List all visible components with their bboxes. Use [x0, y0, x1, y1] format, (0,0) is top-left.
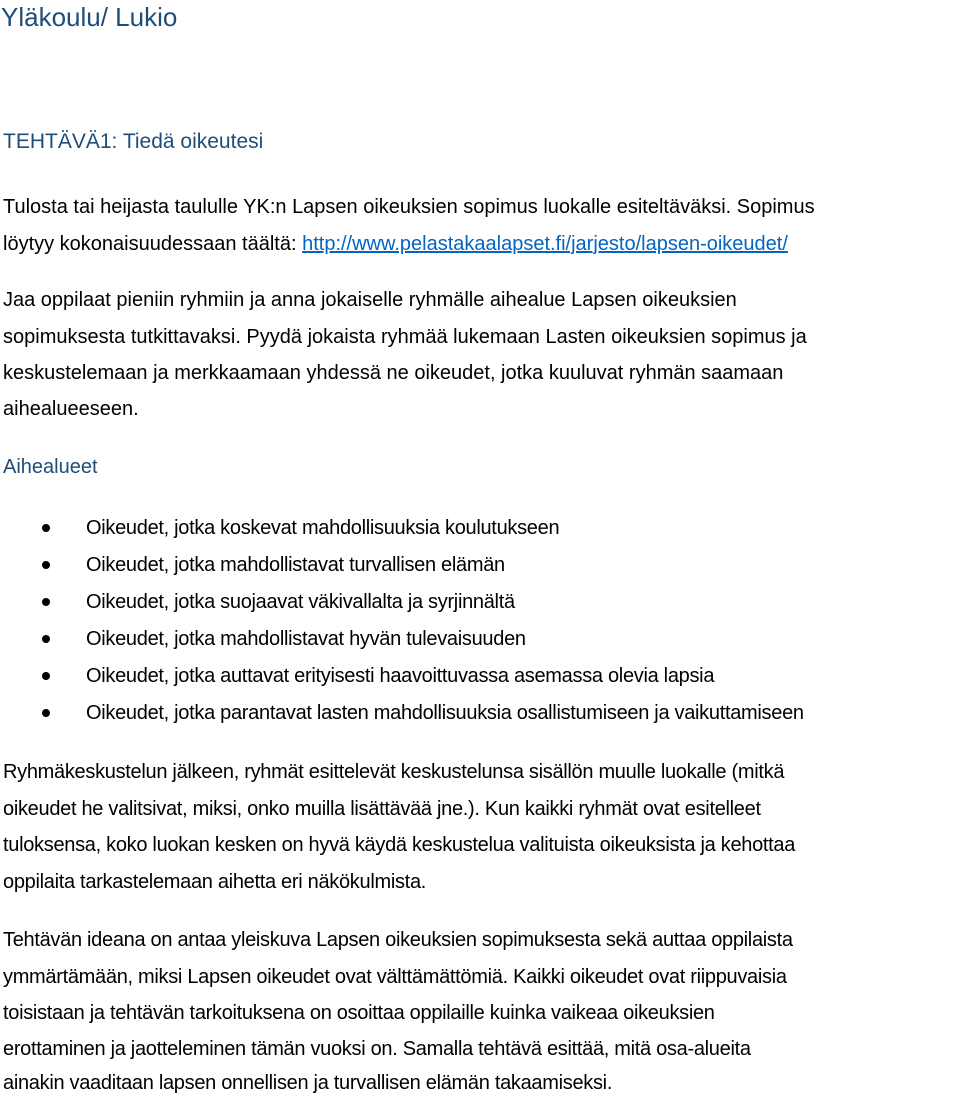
topic-item: Oikeudet, jotka koskevat mahdollisuuksia koulutukseen: [86, 517, 560, 539]
topic-item: Oikeudet, jotka mahdollistavat hyvän tulevaisuuden: [86, 628, 526, 650]
topic-item: Oikeudet, jotka auttavat erityisesti haavoittuvassa asemassa olevia lapsia: [86, 665, 715, 687]
purpose-line: ainakin vaaditaan lapsen onnellisen ja turvallisen elämän takaamiseksi.: [3, 1072, 613, 1094]
discussion-line: oikeudet he valitsivat, miksi, onko muilla lisättävää jne.). Kun kaikki ryhmät ovat esitelleet: [3, 798, 761, 820]
page-title: Yläkoulu/ Lukio: [1, 2, 178, 32]
intro-line: Tulosta tai heijasta taululle YK:n Lapsen oikeuksien sopimus luokalle esiteltäväksi. Sopimus: [3, 196, 815, 218]
intro-link-line: [3, 232, 788, 256]
convention-link[interactable]: http://www.pelastakaalapset.fi/jarjesto/lapsen-oikeudet/: [302, 233, 788, 255]
bullet-icon: [42, 524, 50, 532]
instruction-line: Jaa oppilaat pieniin ryhmiin ja anna jokaiselle ryhmälle aihealue Lapsen oikeuksien: [3, 289, 737, 311]
purpose-line: Tehtävän ideana on antaa yleiskuva Lapsen oikeuksien sopimuksesta sekä auttaa oppilaista: [3, 929, 793, 951]
discussion-line: tuloksensa, koko luokan kesken on hyvä käydä keskustelua valituista oikeuksista ja kehottaa: [3, 834, 796, 856]
topic-item: Oikeudet, jotka mahdollistavat turvallisen elämän: [86, 554, 505, 576]
instruction-line: keskustelemaan ja merkkaamaan yhdessä ne oikeudet, jotka kuuluvat ryhmän saamaan: [3, 362, 784, 384]
instruction-line: aihealueeseen.: [3, 398, 139, 420]
purpose-line: ymmärtämään, miksi Lapsen oikeudet ovat välttämättömiä. Kaikki oikeudet ovat riippuvaisia: [3, 966, 787, 988]
bullet-icon: [42, 709, 50, 717]
discussion-line: oppilaita tarkastelemaan aihetta eri näkökulmista.: [3, 871, 427, 893]
intro-prefix: löytyy kokonaisuudessaan täältä:: [3, 233, 303, 255]
bullet-icon: [42, 561, 50, 569]
bullet-icon: [42, 672, 50, 680]
topic-item: Oikeudet, jotka parantavat lasten mahdollisuuksia osallistumiseen ja vaikuttamiseen: [86, 702, 804, 724]
purpose-line: toisistaan ja tehtävän tarkoituksena on osoittaa oppilaille kuinka vaikeaa oikeuksien: [3, 1002, 715, 1024]
bullet-icon: [42, 598, 50, 606]
bullet-icon: [42, 635, 50, 643]
topics-heading: Aihealueet: [3, 456, 98, 478]
discussion-line: Ryhmäkeskustelun jälkeen, ryhmät esittelevät keskustelunsa sisällön muulle luokalle (mitkä: [3, 761, 785, 783]
purpose-line: erottaminen ja jaotteleminen tämän vuoksi on. Samalla tehtävä esittää, mitä osa-alueita: [3, 1038, 751, 1060]
topic-item: Oikeudet, jotka suojaavat väkivallalta ja syrjinnältä: [86, 591, 515, 613]
task-heading: TEHTÄVÄ1: Tiedä oikeutesi: [3, 130, 264, 153]
instruction-line: sopimuksesta tutkittavaksi. Pyydä jokaista ryhmää lukemaan Lasten oikeuksien sopimus ja: [3, 326, 807, 348]
